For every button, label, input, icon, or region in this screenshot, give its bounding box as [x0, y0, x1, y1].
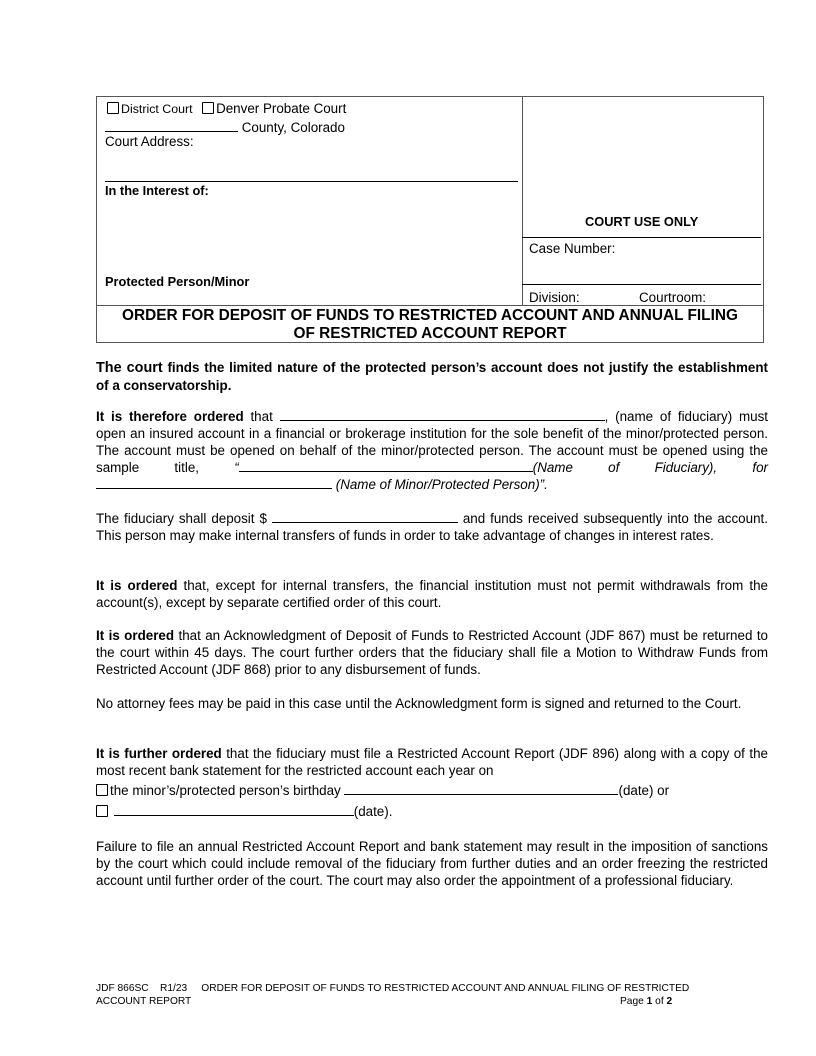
- caption-box: [96, 96, 764, 343]
- attorney-fees-paragraph: No attorney fees may be paid in this case until the Acknowledgment form is signed and returned to the Court.: [96, 696, 742, 711]
- order-title-line2: OF RESTRICTED ACCOUNT REPORT: [293, 325, 567, 342]
- caption-right-panel: [522, 97, 763, 305]
- open-quote: “: [234, 460, 239, 475]
- page-total: 2: [666, 996, 673, 1007]
- acknowledgment-text: that an Acknowledgment of Deposit of Funds to Restricted Account (JDF 867) must be returned to the court within 45 days. The court further orders that the fiduciary shall file a Motion to Withdraw Funds from Restricted Account (JDF 868) prior to any disbursement of funds.: [96, 628, 768, 677]
- report-paragraph: [96, 745, 768, 779]
- fiduciary-paragraph: [96, 408, 768, 493]
- fiduciary-name-blank[interactable]: [280, 408, 605, 421]
- fiduciary-for-text: (Name of Fiduciary), for: [532, 460, 768, 475]
- court-use-divider: [522, 237, 761, 238]
- court-type-options: [107, 101, 346, 116]
- district-court-label: District Court: [121, 102, 193, 116]
- acknowledgment-paragraph: [96, 627, 768, 678]
- minor-name-text: (Name of Minor/Protected Person)”.: [335, 477, 548, 492]
- deposit-paragraph: [96, 510, 768, 544]
- withdrawal-text: that, except for internal transfers, the financial institution must not permit withdrawals from the account(s), except by separate certified order of this court.: [96, 578, 768, 610]
- order-title-line1: ORDER FOR DEPOSIT OF FUNDS TO RESTRICTED ACCOUNT AND ANNUAL FILING: [122, 307, 738, 324]
- birthday-checkbox[interactable]: [96, 784, 108, 796]
- court-address-label: Court Address:: [105, 134, 194, 149]
- other-date-checkbox[interactable]: [96, 805, 108, 817]
- birthday-option: [96, 782, 669, 798]
- division-label: Division:: [529, 290, 580, 305]
- footer-line2: [96, 995, 772, 1008]
- other-date-blank[interactable]: [114, 803, 354, 816]
- deposit-amount-blank[interactable]: [272, 510, 458, 523]
- birthday-label: the minor’s/protected person’s birthday: [110, 783, 341, 798]
- page-of: of: [655, 996, 664, 1007]
- court-use-only: COURT USE ONLY: [585, 214, 699, 229]
- case-number-divider: [522, 284, 761, 285]
- courtroom-label: Courtroom:: [639, 290, 706, 305]
- district-court-checkbox[interactable]: [107, 102, 119, 114]
- withdrawal-paragraph: [96, 577, 768, 611]
- denver-probate-label: Denver Probate Court: [216, 101, 347, 116]
- acknowledgment-lead: It is ordered: [96, 628, 175, 643]
- denver-probate-checkbox[interactable]: [202, 102, 214, 114]
- fiduciary-text: , (name of fiduciary) must open an insured account in a financial or brokerage institution for the sole benefit of the minor/protected person. The account must be opened on behalf of the minor/protected person. The account must be opened using the sample title,: [96, 409, 768, 475]
- footer: [96, 982, 772, 1008]
- footer-line1: JDF 866SC R1/23 ORDER FOR DEPOSIT OF FUNDS TO RESTRICTED ACCOUNT AND ANNUAL FILING OF RESTRICTED: [96, 983, 690, 994]
- footer-line2-text: ACCOUNT REPORT: [96, 996, 192, 1007]
- protected-person-label: Protected Person/Minor: [105, 274, 250, 289]
- report-text: that the fiduciary must file a Restricted Account Report (JDF 896) along with a copy of the most recent bank statement for the restricted account each year on: [96, 746, 768, 778]
- page-label: Page: [620, 996, 644, 1007]
- page-number: 1: [646, 996, 653, 1007]
- order-title: [97, 305, 763, 342]
- failure-paragraph: Failure to file an annual Restricted Account Report and bank statement may result in the imposition of sanctions by the court which could include removal of the fiduciary from further duties and an order freezing the restricted account until further order of the court. The court may also order the appointment of a professional fiduciary.: [96, 839, 768, 888]
- caption-divider: [105, 181, 518, 182]
- finding-lead: The court: [96, 360, 163, 376]
- withdrawal-lead: It is ordered: [96, 578, 178, 593]
- in-interest-label: In the Interest of:: [105, 183, 209, 198]
- page-indicator: [620, 995, 672, 1008]
- finding-text: finds the limited nature of the protected person’s account does not justify the establishment of a conservatorship.: [96, 360, 768, 393]
- county-line: [105, 119, 345, 135]
- account-title-fiduciary-blank[interactable]: [239, 459, 533, 472]
- finding-paragraph: [96, 359, 768, 394]
- case-number-label: Case Number:: [529, 241, 616, 256]
- county-blank[interactable]: [105, 119, 238, 132]
- birthday-date-suffix: (date) or: [618, 783, 670, 798]
- birthday-date-blank[interactable]: [344, 782, 618, 795]
- caption-left-panel: [97, 97, 523, 305]
- minor-name-blank[interactable]: [96, 476, 332, 489]
- other-date-option: [96, 803, 392, 819]
- other-date-suffix: (date).: [353, 804, 393, 819]
- that-text: that: [250, 409, 273, 424]
- ordered-lead: It is therefore ordered: [96, 409, 244, 424]
- deposit-text-a: The fiduciary shall deposit $: [96, 511, 267, 526]
- deposit-text-b: and funds received subsequently into the account. This person may make internal transfers of funds in order to take advantage of changes in interest rates.: [96, 511, 768, 543]
- county-label: County, Colorado: [241, 120, 345, 135]
- report-lead: It is further ordered: [96, 746, 222, 761]
